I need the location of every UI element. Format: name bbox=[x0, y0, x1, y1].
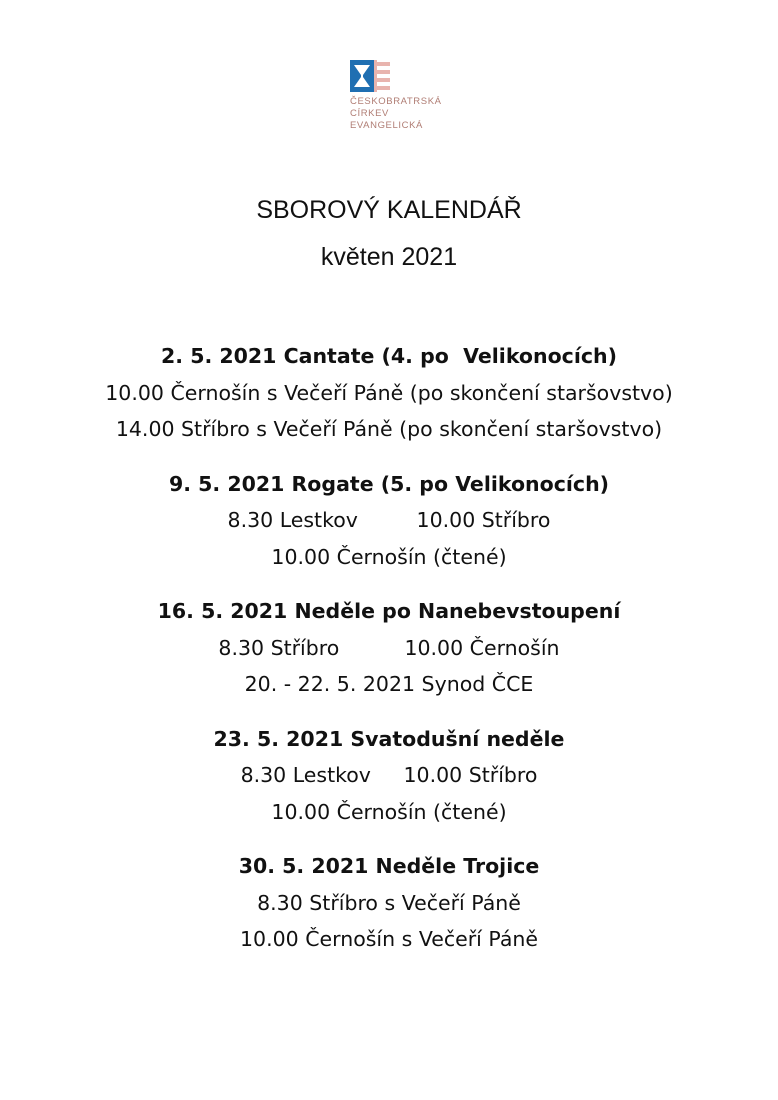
cce-logo-icon bbox=[350, 60, 394, 92]
event-block bbox=[0, 466, 778, 576]
event-heading: 16. 5. 2021 Neděle po Nanebevstoupení bbox=[157, 599, 621, 623]
event-line: 20. - 22. 5. 2021 Synod ČCE bbox=[244, 672, 534, 696]
event-line: 14.00 Stříbro s Večeří Páně (po skončení staršovstvo) bbox=[115, 417, 663, 441]
logo-line: ČESKOBRATRSKÁ bbox=[350, 96, 442, 107]
event-heading: 9. 5. 2021 Rogate (5. po Velikonocích) bbox=[168, 471, 610, 496]
event-block bbox=[0, 338, 778, 448]
event-line: 8.30 Lestkov 10.00 Stříbro bbox=[240, 763, 538, 787]
event-block bbox=[0, 848, 778, 958]
event-line: 8.30 Stříbro 10.00 Černošín bbox=[218, 635, 560, 660]
church-logo bbox=[350, 60, 470, 140]
logo-text bbox=[350, 96, 442, 132]
event-line: 10.00 Černošín s Večeří Páně (po skončení staršovstvo) bbox=[105, 380, 673, 405]
event-heading: 2. 5. 2021 Cantate (4. po Velikonocích) bbox=[161, 344, 617, 368]
event-line: 10.00 Černošín s Večeří Páně bbox=[240, 927, 538, 951]
event-block bbox=[0, 721, 778, 831]
event-block bbox=[0, 593, 778, 703]
page-title bbox=[0, 196, 778, 225]
page-subtitle: květen 2021 bbox=[320, 243, 458, 271]
event-heading: 23. 5. 2021 Svatodušní neděle bbox=[213, 726, 565, 751]
page-title-text: SBOROVÝ KALENDÁŘ bbox=[256, 196, 522, 224]
event-heading: 30. 5. 2021 Neděle Trojice bbox=[238, 854, 540, 878]
event-line: 10.00 Černošín (čtené) bbox=[271, 544, 507, 569]
event-list bbox=[0, 338, 778, 976]
logo-line: CÍRKEV bbox=[350, 108, 389, 119]
event-line: 8.30 Stříbro s Večeří Páně bbox=[257, 890, 521, 915]
logo-line: EVANGELICKÁ bbox=[350, 120, 423, 131]
event-line: 10.00 Černošín (čtené) bbox=[271, 799, 507, 824]
event-line: 8.30 Lestkov 10.00 Stříbro bbox=[227, 508, 551, 532]
